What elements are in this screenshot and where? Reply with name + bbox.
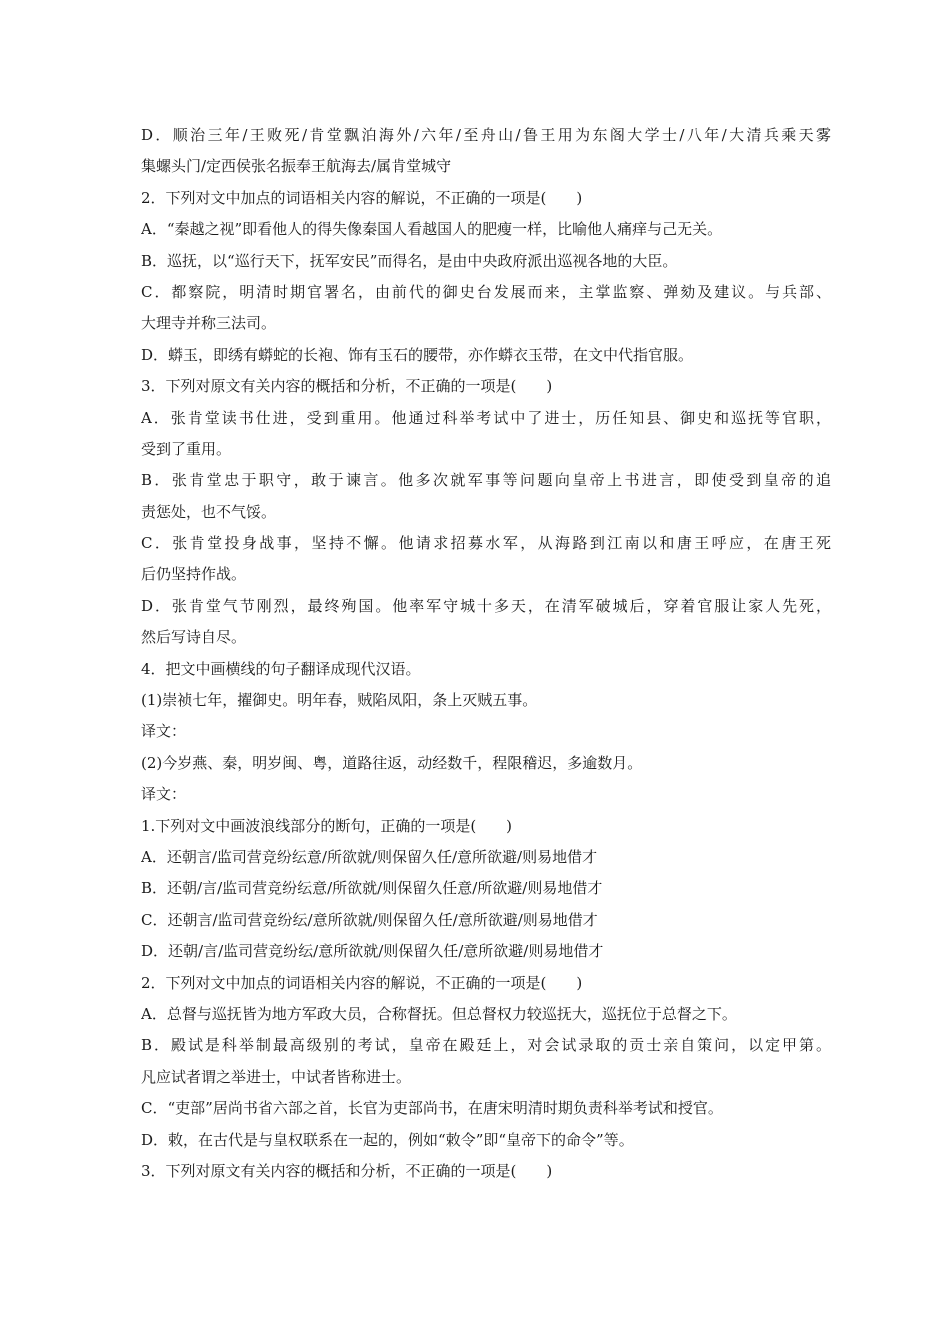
text-line: 3．下列对原文有关内容的概括和分析，不正确的一项是( ) bbox=[141, 1161, 553, 1180]
text-line: 2．下列对文中加点的词语相关内容的解说，不正确的一项是( ) bbox=[141, 973, 583, 992]
text-line: 责惩处，也不气馁。 bbox=[141, 502, 277, 521]
text-line: 译文： bbox=[141, 785, 187, 804]
text-line: A．“秦越之视”即看他人的得失像秦国人看越国人的肥瘦一样，比喻他人痛痒与己无关。 bbox=[141, 220, 723, 239]
text-line: 1.下列对文中画波浪线部分的断句，正确的一项是( ) bbox=[141, 816, 513, 835]
text-line: D．张肯堂气节刚烈，最终殉国。他率军守城十多天，在清军破城后，穿着官服让家人先死， bbox=[141, 596, 831, 615]
text-line: (2)今岁燕、秦，明岁闽、粤，道路往返，动经数千，程限稽迟，多逾数月。 bbox=[141, 753, 643, 772]
text-line: A．总督与巡抚皆为地方军政大员，合称督抚。但总督权力较巡抚大，巡抚位于总督之下。 bbox=[141, 1004, 737, 1023]
text-line: 后仍坚持作战。 bbox=[141, 565, 247, 584]
text-line: D．还朝/言/监司营竞纷纭/意所欲就/则保留久任/意所欲避/则易地借才 bbox=[141, 942, 604, 961]
text-line: C．都察院，明清时期官署名，由前代的御史台发展而来，主掌监察、弹劾及建议。与兵部、 bbox=[141, 282, 831, 301]
text-line: B．还朝/言/监司营竞纷纭意/所欲就/则保留久任意/所欲避/则易地借才 bbox=[141, 879, 603, 898]
text-line: B．殿试是科举制最高级别的考试，皇帝在殿廷上，对会试录取的贡士亲自策问，以定甲第。 bbox=[141, 1036, 831, 1055]
text-line: 然后写诗自尽。 bbox=[141, 628, 247, 647]
text-line: 大理寺并称三法司。 bbox=[141, 314, 277, 333]
text-line: (1)崇祯七年，擢御史。明年春，贼陷凤阳，条上灭贼五事。 bbox=[141, 691, 538, 710]
text-line: 集螺头门/定西侯张名振奉王航海去/属肯堂城守 bbox=[141, 157, 452, 176]
document-page bbox=[141, 120, 831, 1187]
text-line: B．张肯堂忠于职守，敢于谏言。他多次就军事等问题向皇帝上书进言，即使受到皇帝的追 bbox=[141, 471, 831, 490]
text-line: 凡应试者谓之举进士，中试者皆称进士。 bbox=[141, 1067, 412, 1086]
text-line: D．顺治三年/王败死/肯堂飘泊海外/六年/至舟山/鲁王用为东阁大学士/八年/大清兵乘天雾 bbox=[141, 126, 831, 144]
text-line: D．敕，在古代是与皇权联系在一起的，例如“敕令”即“皇帝下的命令”等。 bbox=[141, 1130, 634, 1149]
text-line: 2．下列对文中加点的词语相关内容的解说，不正确的一项是( ) bbox=[141, 188, 583, 207]
text-line: C．张肯堂投身战事，坚持不懈。他请求招募水军，从海路到江南以和唐王呼应，在唐王死 bbox=[141, 534, 831, 553]
text-line: D．蟒玉，即绣有蟒蛇的长袍、饰有玉石的腰带，亦作蟒衣玉带，在文中代指官服。 bbox=[141, 345, 694, 364]
text-line: B．巡抚，以“巡行天下，抚军安民”而得名，是由中央政府派出巡视各地的大臣。 bbox=[141, 251, 678, 270]
text-line: 译文： bbox=[141, 722, 187, 741]
text-line: A．还朝言/监司营竞纷纭意/所欲就/则保留久任/意所欲避/则易地借才 bbox=[141, 847, 598, 866]
text-line: 4．把文中画横线的句子翻译成现代汉语。 bbox=[141, 659, 421, 678]
text-line: C．还朝言/监司营竞纷纭/意所欲就/则保留久任/意所欲避/则易地借才 bbox=[141, 910, 598, 929]
text-line: A．张肯堂读书仕进，受到重用。他通过科举考试中了进士，历任知县、御史和巡抚等官职， bbox=[141, 408, 831, 427]
text-line: C．“吏部”居尚书省六部之首，长官为吏部尚书，在唐宋明清时期负责科举考试和授官。 bbox=[141, 1099, 723, 1118]
text-line: 受到了重用。 bbox=[141, 439, 232, 458]
text-line: 3．下列对原文有关内容的概括和分析，不正确的一项是( ) bbox=[141, 377, 553, 396]
